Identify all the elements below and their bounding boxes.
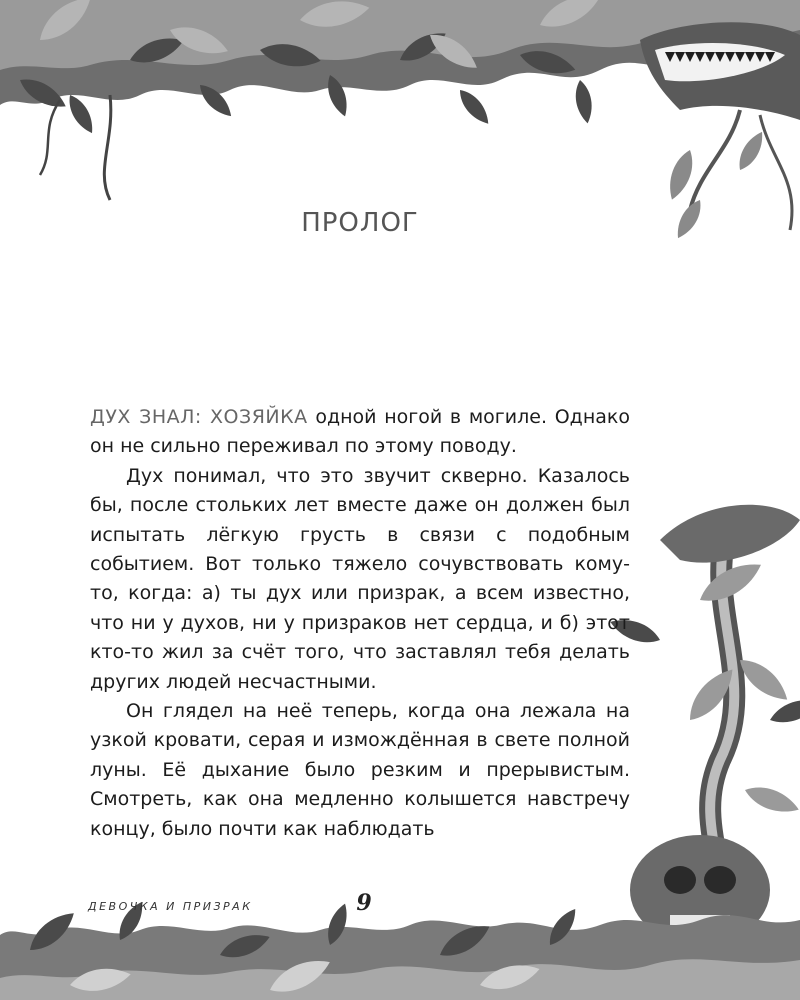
right-vine-illustration xyxy=(607,505,800,960)
body-text xyxy=(90,403,630,844)
paragraph-3: Он глядел на неё теперь, когда она лежала на узкой кровати, серая и измождённая в свете полной луны. Её дыхание было резким и прерывистым. Смотреть, как она медленно колышется навстречу концу, было почти как наблюдать xyxy=(90,700,630,840)
lead-caps: ДУХ ЗНАЛ: ХОЗЯЙКА xyxy=(90,406,308,428)
chapter-title: ПРОЛОГ xyxy=(301,208,419,238)
paragraph-2: Дух понимал, что это звучит скверно. Казалось бы, после стольких лет вместе даже он должен был испытать лёгкую грусть в связи с подобным событием. Вот только тяжело сочувствовать кому-то, когда: а) ты дух или призрак, а всем известно, что ни у духов, ни у призраков нет сердца, и б) этот кто-то жил за счёт того, что заставлял тебя делать других людей несчастными. xyxy=(90,464,630,693)
page-number: 9 xyxy=(356,890,372,916)
running-head: ДЕВОЧКА И ПРИЗРАК xyxy=(88,900,253,913)
paragraph-1 xyxy=(90,403,630,462)
paragraph-1-text: одной ногой в могиле. Однако он не сильно переживал по этому поводу. xyxy=(90,406,630,458)
